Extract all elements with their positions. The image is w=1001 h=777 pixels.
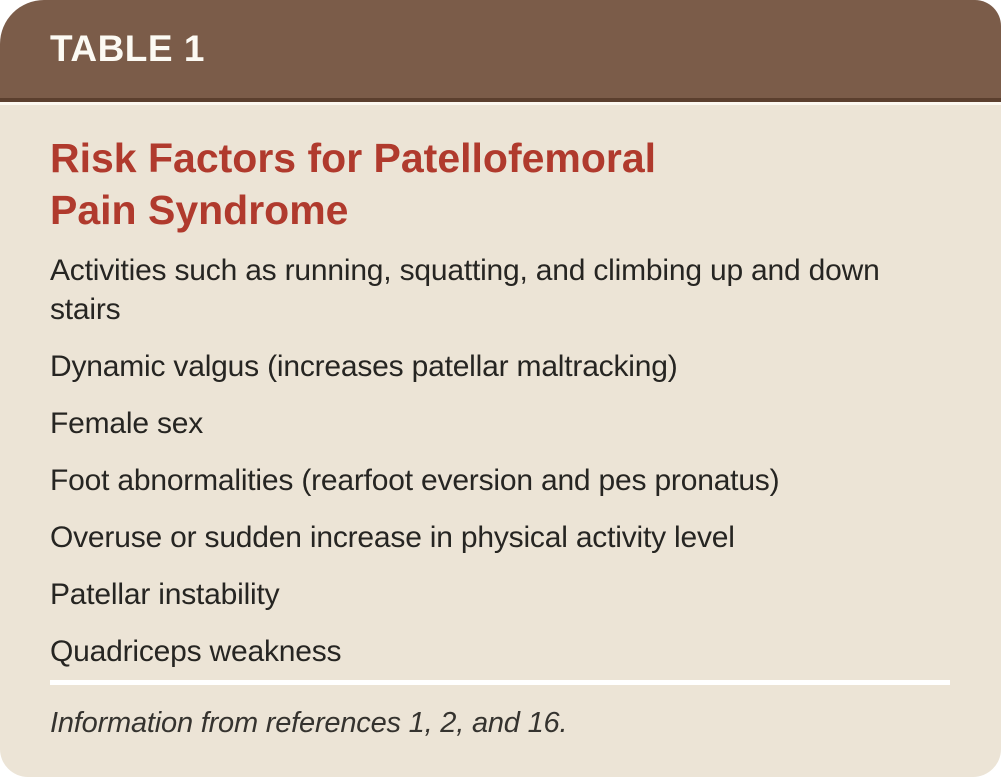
footnote-divider (50, 680, 950, 685)
table-title (50, 132, 951, 236)
risk-factor-list (50, 251, 951, 671)
table-header (0, 0, 1001, 102)
risk-factor-item: Foot abnormalities (rearfoot eversion and pes pronatus) (50, 464, 780, 497)
table-title-line-2: Pain Syndrome (50, 187, 349, 233)
table-title-line-1: Risk Factors for Patellofemoral (50, 135, 657, 181)
risk-factor-item: Female sex (50, 407, 204, 440)
risk-factor-item: Patellar instability (50, 578, 280, 611)
risk-factor-item: Overuse or sudden increase in physical activity level (50, 521, 735, 554)
risk-factor-item: Quadriceps weakness (50, 635, 342, 668)
footnote: Information from references 1, 2, and 16. (50, 707, 568, 739)
table-body (0, 102, 1001, 777)
risk-factor-item: Dynamic valgus (increases patellar maltracking) (50, 350, 678, 383)
table-label: TABLE 1 (50, 28, 205, 69)
risk-factor-item: Activities such as running, squatting, and climbing up and down stairs (50, 254, 880, 326)
